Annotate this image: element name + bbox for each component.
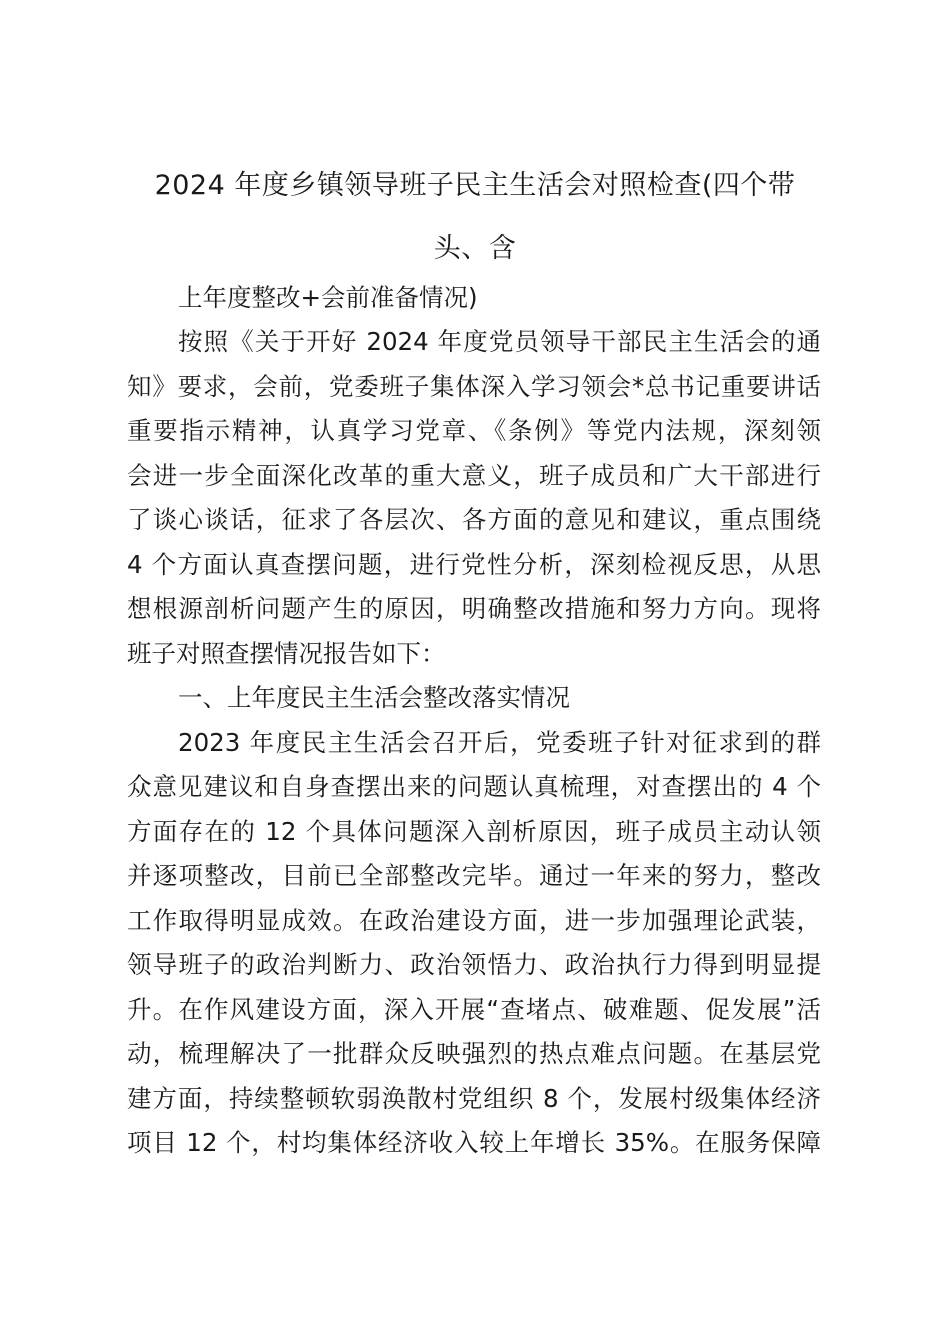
document-subtitle: 上年度整改+会前准备情况)	[178, 283, 478, 312]
paragraph-1-line-1: 按照《关于开好 2024 年度党员领导干部民主生活会的通	[178, 327, 821, 356]
paragraph-1-line-2: 知》要求，会前，党委班子集体深入学习领会*总书记重要讲话	[127, 372, 821, 401]
paragraph-2-line-3: 方面存在的 12 个具体问题深入剖析原因，班子成员主动认领	[127, 817, 821, 846]
section-1-heading: 一、上年度民主生活会整改落实情况	[178, 683, 570, 712]
paragraph-1-line-5: 了谈心谈话，征求了各层次、各方面的意见和建议，重点围绕	[127, 505, 821, 534]
paragraph-2-line-7: 升。在作风建设方面，深入开展“查堵点、破难题、促发展”活	[127, 995, 821, 1024]
paragraph-2-line-5: 工作取得明显成效。在政治建设方面，进一步加强理论武装，	[127, 906, 821, 935]
paragraph-2-line-10: 项目 12 个，村均集体经济收入较上年增长 35%。在服务保障	[127, 1128, 821, 1157]
paragraph-2-line-8: 动，梳理解决了一批群众反映强烈的热点难点问题。在基层党	[127, 1039, 821, 1068]
paragraph-2-line-2: 众意见建议和自身查摆出来的问题认真梳理，对查摆出的 4 个	[127, 772, 821, 801]
paragraph-2-line-6: 领导班子的政治判断力、政治领悟力、政治执行力得到明显提	[127, 950, 821, 979]
paragraph-2-line-4: 并逐项整改，目前已全部整改完毕。通过一年来的努力，整改	[127, 861, 821, 890]
paragraph-1-line-8: 班子对照查摆情况报告如下：	[127, 639, 446, 668]
paragraph-2-line-9: 建方面，持续整顿软弱涣散村党组织 8 个，发展村级集体经济	[127, 1084, 821, 1113]
paragraph-1-line-4: 会进一步全面深化改革的重大意义，班子成员和广大干部进行	[127, 461, 821, 490]
paragraph-1-line-3: 重要指示精神，认真学习党章、《条例》等党内法规，深刻领	[127, 416, 821, 445]
paragraph-1-line-7: 想根源剖析问题产生的原因，明确整改措施和努力方向。现将	[127, 594, 821, 623]
paragraph-2-line-1: 2023 年度民主生活会召开后，党委班子针对征求到的群	[178, 728, 821, 757]
document-title-line-2: 头、含	[433, 233, 517, 264]
document-title-line-1: 2024 年度乡镇领导班子民主生活会对照检查(四个带	[154, 170, 796, 201]
paragraph-1-line-6: 4 个方面认真查摆问题，进行党性分析，深刻检视反思，从思	[127, 550, 821, 579]
